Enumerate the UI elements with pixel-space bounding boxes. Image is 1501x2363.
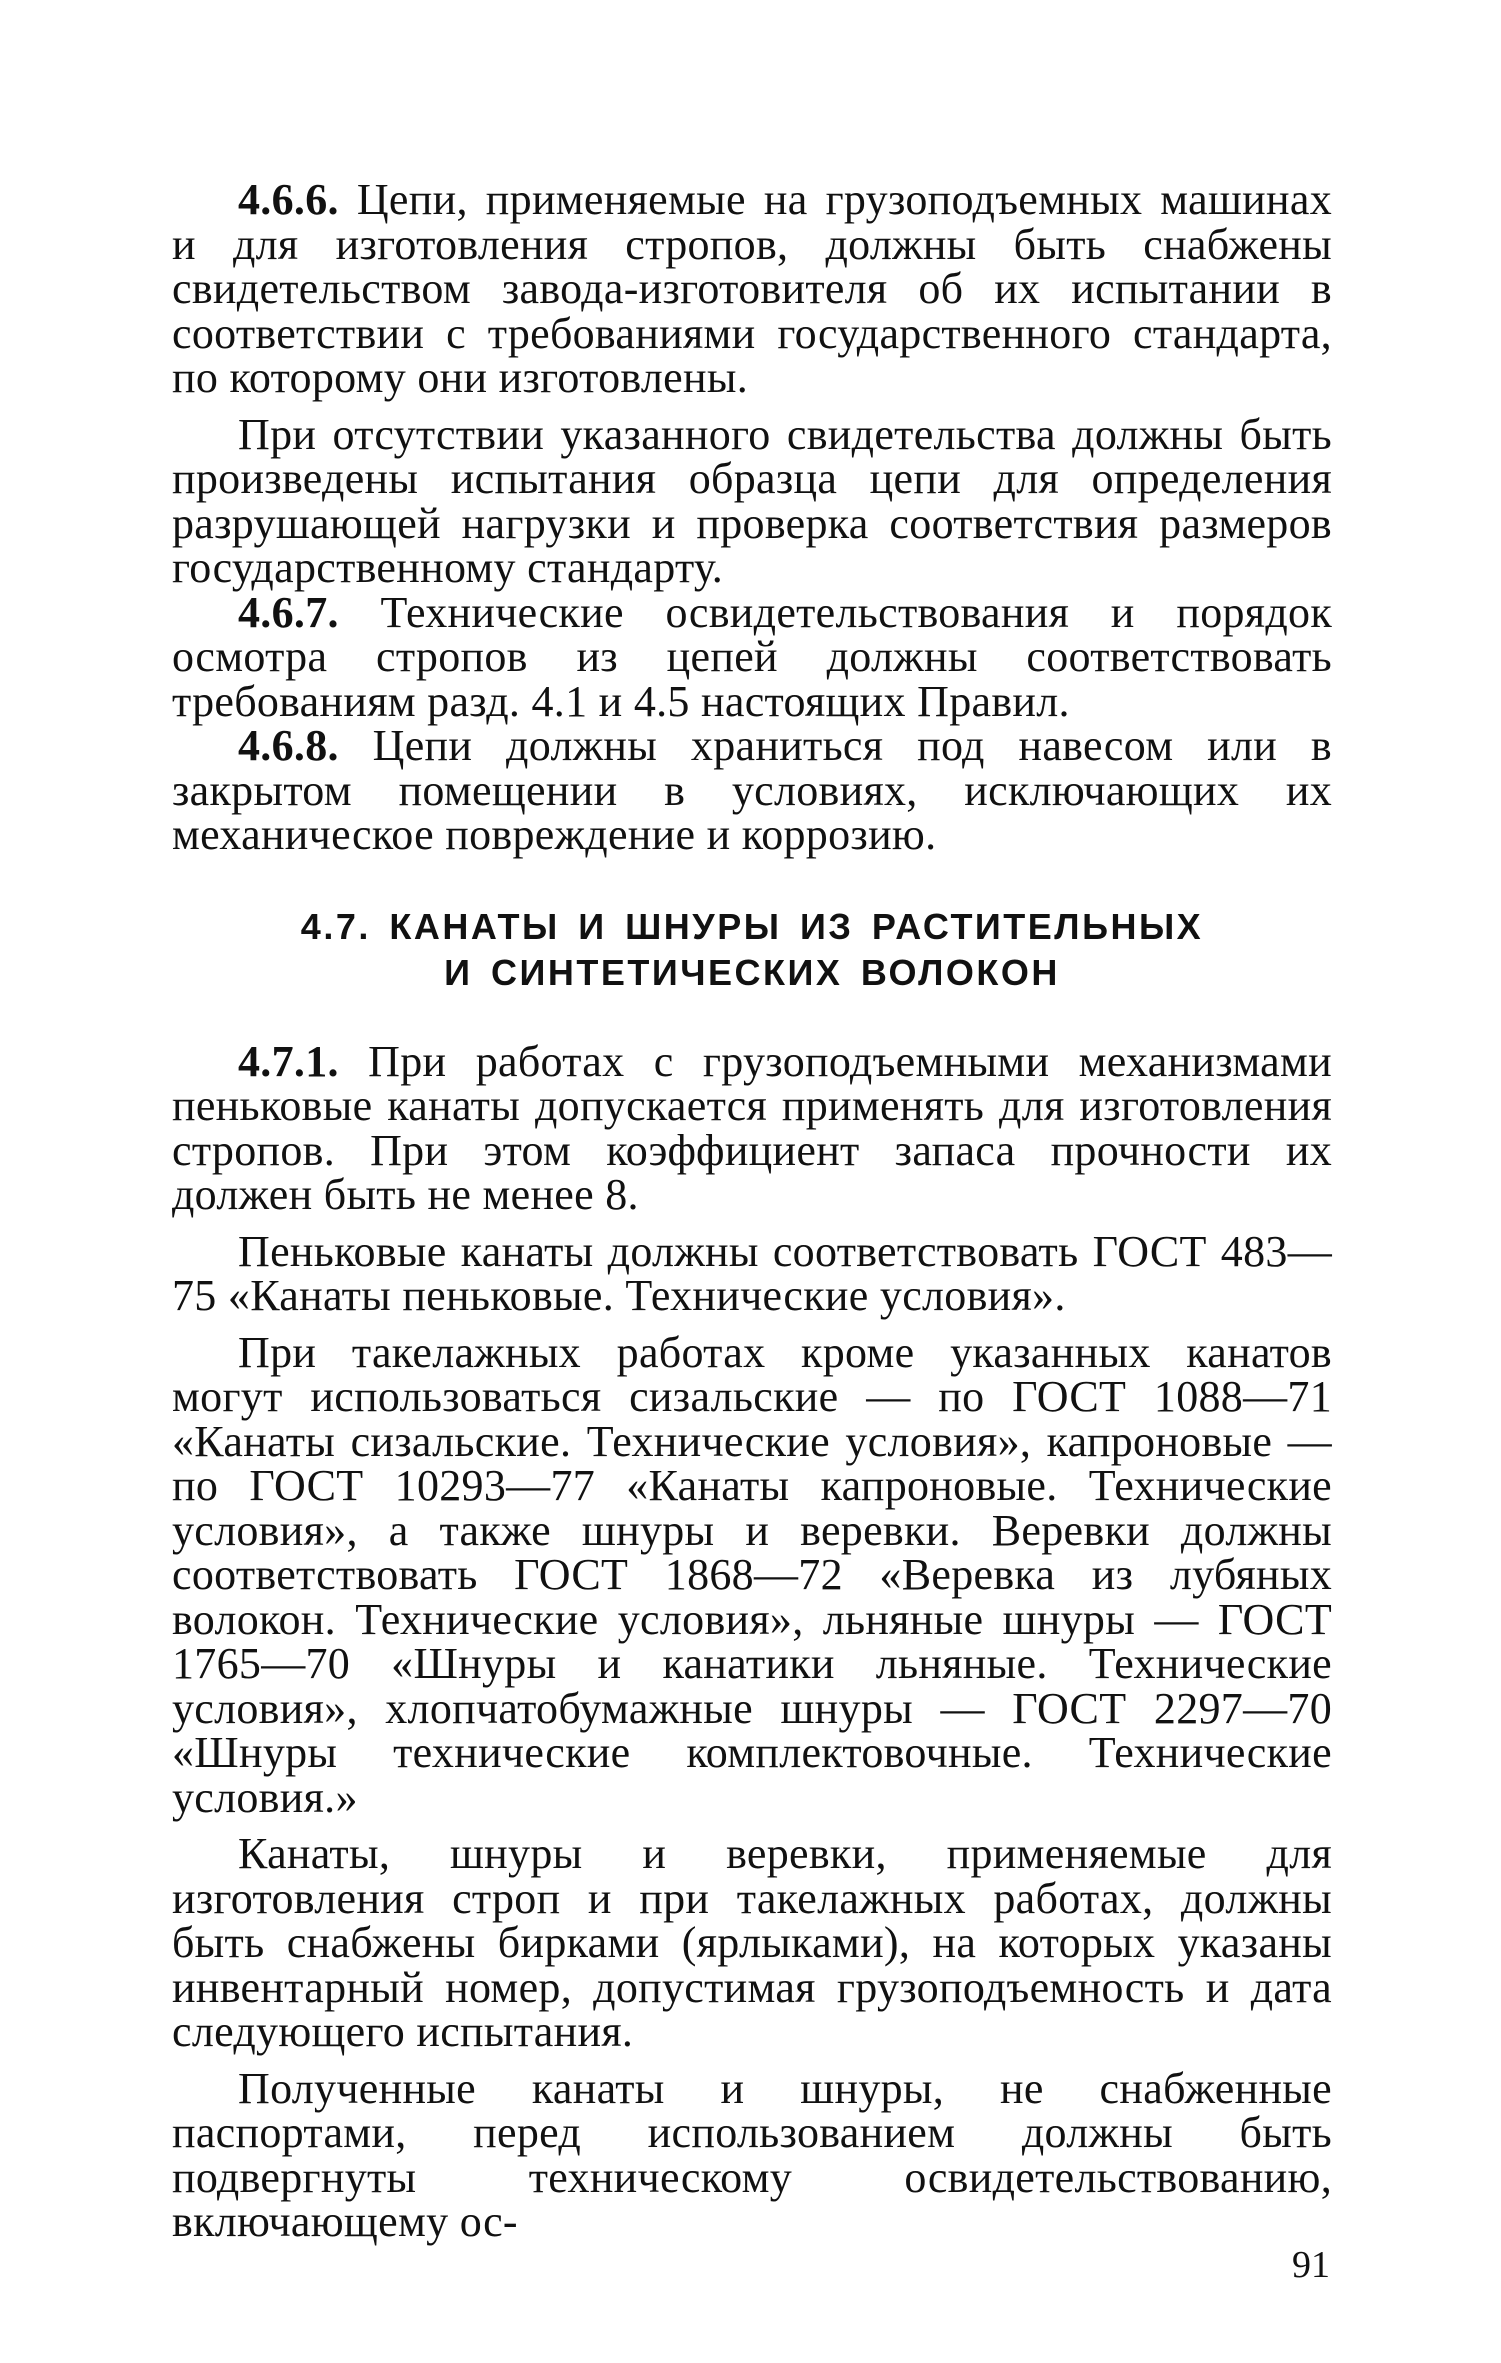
clause-number: 4.6.8. (238, 721, 339, 770)
paragraph-text: Цепи должны храниться под навесом или в закрытом помещении в условиях, исключающих их механическое повреждение и коррозию. (172, 721, 1332, 859)
paragraph-text: При работах с грузоподъемными механизмами пеньковые канаты допускается применять для изготовления стропов. При этом коэффициент запаса прочности их должен быть не менее 8. (172, 1036, 1332, 1219)
clause-number: 4.6.6. (238, 175, 339, 224)
paragraph-4-6-8 (172, 721, 1332, 859)
paragraph-4-6-6 (172, 175, 1332, 402)
section-heading-line-2: И СИНТЕТИЧЕСКИХ ВОЛОКОН (444, 951, 1060, 993)
paragraph-gost-483 (172, 1226, 1332, 1320)
clause-number: 4.7.1. (238, 1036, 339, 1086)
paragraph-text: Полученные канаты и шнуры, не снабженные паспортами, перед использованием должны быть подвергнуты техническому освидетельствованию, включающему ос- (172, 2063, 1332, 2246)
section-heading-line-1: 4.7. КАНАТЫ И ШНУРЫ ИЗ РАСТИТЕЛЬНЫХ (300, 905, 1204, 947)
clause-number: 4.6.7. (238, 587, 339, 637)
paragraph-text: При такелажных работах кроме указанных канатов могут использоваться сизальские — по ГОСТ 1088—71 «Канаты сизальские. Технические условия», капроновые — по ГОСТ 10293—77 «Канаты капроновые. Технические условия», а также шнуры и веревки. Веревки должны соответствовать ГОСТ 1868—72 «Веревка из лубяных волокон. Технические условия», льняные шнуры — ГОСТ 1765—70 «Шнуры и канатики льняные. Технические условия», хлопчатобумажные шнуры — ГОСТ 2297—70 «Шнуры технические комплектовочные. Технические условия.» (172, 1327, 1332, 1822)
paragraph-rigging-ropes (172, 1327, 1332, 1822)
paragraph-text: При отсутствии указанного свидетельства должны быть произведены испытания образца цепи для определения разрушающей нагрузки и проверка соответствия размеров государственному стандарту. (172, 409, 1332, 592)
section-heading (172, 904, 1332, 996)
paragraph-4-7-1 (172, 1036, 1332, 1219)
paragraph-inspection (172, 2063, 1332, 2246)
paragraph-text: Цепи, применяемые на грузоподъемных машинах и для изготовления стропов, должны быть снабжены свидетельством завода-изготовителя об их испытании в соответствии с требованиями государственного стандарта, по которому они изготовлены. (172, 175, 1332, 402)
paragraph-text: Пеньковые канаты должны соответствовать ГОСТ 483—75 «Канаты пеньковые. Технические условия». (172, 1226, 1332, 1320)
paragraph-tags (172, 1829, 1332, 2056)
paragraph-4-6-6-continued (172, 409, 1332, 592)
page-body (172, 175, 1332, 2246)
paragraph-text: Технические освидетельствования и порядок осмотра стропов из цепей должны соответствовать требованиям разд. 4.1 и 4.5 настоящих Правил. (172, 587, 1332, 726)
page-number: 91 (1292, 2244, 1330, 2286)
paragraph-text: Канаты, шнуры и веревки, применяемые для изготовления строп и при такелажных работах, должны быть снабжены бирками (ярлыками), на которых указаны инвентарный номер, допустимая грузоподъемность и дата следующего испытания. (172, 1829, 1332, 2056)
paragraph-4-6-7 (172, 587, 1332, 726)
